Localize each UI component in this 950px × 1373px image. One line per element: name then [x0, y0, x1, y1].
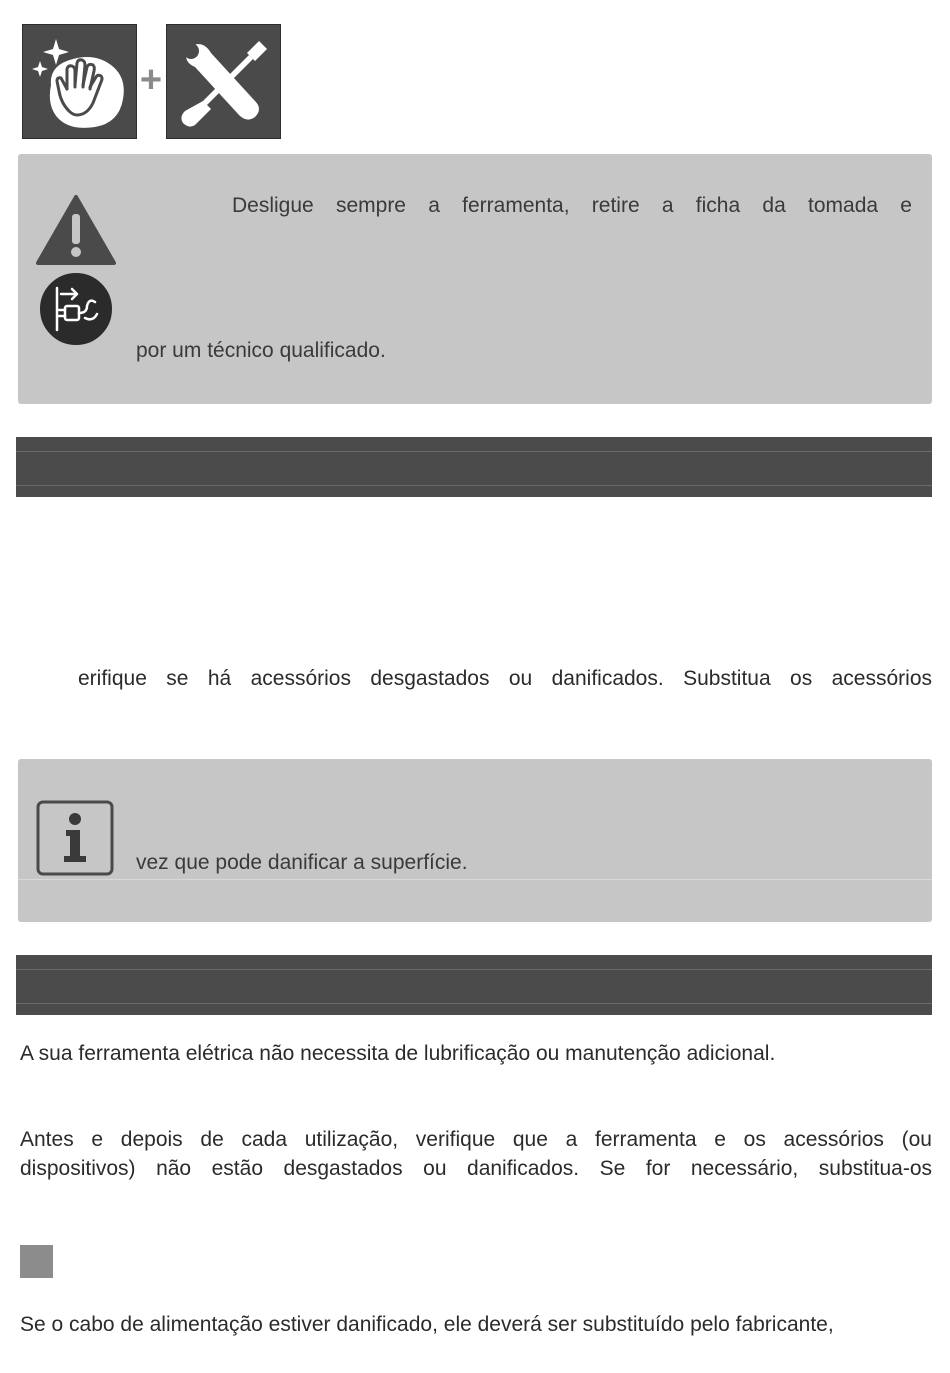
section-heading-band-2: [16, 955, 932, 1015]
info-notice-divider: [18, 879, 932, 880]
section-heading-band-1: [16, 437, 932, 497]
plus-sign: +: [139, 59, 163, 101]
maintenance-text: A sua ferramenta elétrica não necessita de lubrificação ou manutenção adicional.: [20, 1042, 776, 1065]
info-notice: [18, 759, 932, 922]
accessories-text: erifique se há acessórios desgastados ou danificados. Substitua os acessórios: [78, 667, 932, 690]
warning-triangle-icon: [36, 194, 116, 266]
info-text: vez que pode danificar a superfície.: [136, 851, 468, 874]
check-text-line2: dispositivos) não estão desgastados ou danificados. Se for necessário, substitua-os: [20, 1157, 932, 1180]
warning-text-line2: por um técnico qualificado.: [136, 339, 386, 362]
warning-text-line1: Desligue sempre a ferramenta, retire a ficha da tomada e: [232, 194, 912, 217]
cleaning-hand-icon: [22, 24, 137, 139]
info-icon: [36, 800, 114, 876]
cable-text: Se o cabo de alimentação estiver danificado, ele deverá ser substituído pelo fabricante,: [20, 1313, 834, 1336]
maintenance-tools-icon: [166, 24, 281, 139]
unplug-icon: [37, 270, 115, 348]
check-text-line1: Antes e depois de cada utilização, verifique que a ferramenta e os acessórios (ou: [20, 1128, 932, 1151]
section-marker-square: [20, 1245, 53, 1278]
